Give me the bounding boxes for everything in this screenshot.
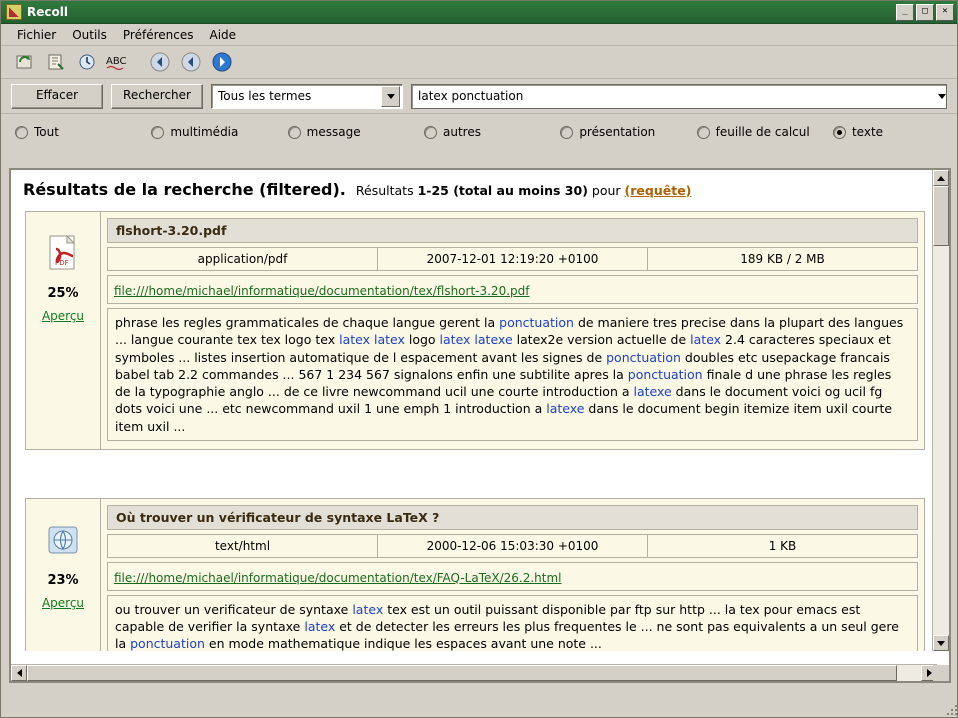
spelling-icon[interactable]	[104, 49, 132, 75]
menu-bar	[1, 24, 957, 46]
radio-texte-icon[interactable]	[833, 126, 846, 139]
result-snippet: ou trouver un verificateur de syntaxe latex tex est un outil puissant disponible par ftp sur http ... la tex pour emacs est capable de verifier la syntaxe latex et de detecter les erreurs les plus frequentes le ... ne sont pas equivalents a un seul gere la ponctuation en mode mathematique indique les espaces avant une note ...	[107, 595, 918, 651]
search-mode-value: Tous les termes	[218, 89, 312, 103]
filter-message[interactable]	[288, 125, 424, 139]
menu-outils[interactable]: Outils	[72, 27, 107, 42]
pdf-icon	[46, 234, 80, 272]
preview-link[interactable]: Aperçu	[41, 309, 85, 323]
result-sidebar	[26, 499, 101, 651]
filter-feuille-de-calcul-label: feuille de calcul	[715, 125, 810, 139]
filter-presentation-label: présentation	[579, 125, 656, 139]
result-url-link[interactable]: file:///home/michael/informatique/documentation/tex/FAQ-LaTeX/26.2.html	[114, 570, 562, 585]
preview-link[interactable]: Aperçu	[41, 595, 85, 610]
filter-autres-label: autres	[442, 125, 481, 139]
title-bar	[1, 1, 957, 24]
filter-texte-label: texte	[851, 125, 884, 139]
filter-multimedia-label: multimédia	[170, 125, 239, 139]
result-date: 2007-12-01 12:19:20 +0100	[378, 248, 648, 270]
history-chevron-down-icon[interactable]	[938, 94, 946, 99]
result-body	[101, 212, 924, 449]
html-icon	[46, 521, 80, 559]
search-button[interactable]: Rechercher	[111, 84, 203, 109]
menu-preferences[interactable]: Préférences	[122, 27, 194, 42]
menu-aide[interactable]: Aide	[209, 27, 237, 42]
result-meta-row	[107, 534, 918, 558]
result-date: 2000-12-06 15:03:30 +0100	[378, 535, 648, 557]
svg-text:ABC: ABC	[106, 56, 127, 67]
horizontal-scroll-thumb[interactable]	[27, 665, 897, 681]
filter-feuille-de-calcul[interactable]	[697, 125, 833, 139]
result-title[interactable]: flshort-3.20.pdf	[107, 218, 918, 243]
index-config-icon[interactable]	[42, 49, 70, 75]
results-title: Résultats de la recherche (filtered).	[23, 180, 346, 199]
filter-autres[interactable]	[424, 125, 560, 139]
result-size: 1 KB	[768, 538, 797, 553]
results-count-prefix: Résultats	[355, 183, 414, 198]
result-snippet: phrase les regles grammaticales de chaque langue gerent la ponctuation de maniere tres precise dans la plupart des langues ... langue courante tex tex logo tex latex latex logo latex latexe latex2e version actuelle de latex 2.4 caracteres speciaux et symboles ... listes insertion automatique de l espacement avant les signes de ponctuation doubles etc usepackage francais babel tab 2.2 commandes ... 567 1 234 567 signalons enfin une subtilite apres la ponctuation finale d une phrase les regles de la typographie anglo ... de ce livre newcommand ucil une courte introduction a latexe dans le document voici og ucil fg dots voici une ... etc newcommand uxil 1 une emph 1 introduction a latexe dans le document begin itemize item uxil courte item uxil ...	[107, 308, 918, 441]
radio-tout-icon[interactable]	[15, 126, 28, 139]
radio-presentation-icon[interactable]	[560, 126, 573, 139]
result-score: 25%	[47, 286, 79, 301]
result-meta-row	[107, 247, 918, 271]
search-input[interactable]	[411, 84, 947, 109]
results-panel	[9, 168, 951, 683]
next-page-icon[interactable]	[208, 49, 236, 75]
menu-fichier[interactable]: Fichier	[17, 27, 57, 42]
filter-multimedia[interactable]	[151, 125, 287, 139]
result-mime: text/html	[108, 535, 378, 557]
scrollbar-corner	[933, 665, 949, 681]
filter-texte[interactable]	[833, 125, 943, 139]
clear-button[interactable]: Effacer	[11, 84, 103, 109]
vertical-scroll-thumb[interactable]	[933, 186, 949, 246]
filter-presentation[interactable]	[560, 125, 696, 139]
filter-tout-label: Tout	[34, 125, 59, 139]
chevron-down-icon[interactable]	[381, 86, 400, 107]
radio-feuille-de-calcul-icon[interactable]	[697, 126, 710, 139]
results-count	[356, 183, 692, 198]
filter-message-label: message	[306, 125, 361, 139]
result-url-row	[107, 562, 918, 591]
scroll-left-button[interactable]	[11, 665, 27, 681]
window-controls	[896, 4, 954, 21]
result-url-row	[107, 275, 918, 304]
previous-page-icon[interactable]	[177, 49, 205, 75]
filter-tout[interactable]	[15, 125, 151, 139]
window-title: Recoll	[27, 5, 68, 19]
result-mime: application/pdf	[108, 248, 378, 270]
minimize-button[interactable]: _	[896, 4, 914, 21]
vertical-scroll-track[interactable]	[933, 186, 949, 635]
result-item[interactable]	[25, 498, 925, 651]
close-button[interactable]: ✕	[936, 4, 954, 21]
results-count-range: 1-25 (total au moins 30)	[417, 183, 588, 198]
sort-icon[interactable]	[73, 49, 101, 75]
radio-autres-icon[interactable]	[424, 126, 437, 139]
radio-message-icon[interactable]	[288, 126, 301, 139]
update-index-icon[interactable]	[11, 49, 39, 75]
result-title[interactable]: Où trouver un vérificateur de syntaxe LaTeX ?	[107, 505, 918, 530]
results-list[interactable]	[11, 170, 937, 651]
search-mode-combo[interactable]	[211, 84, 403, 109]
result-item[interactable]	[25, 211, 925, 450]
result-body	[101, 499, 924, 651]
result-score: 23%	[47, 572, 79, 588]
results-vertical-scrollbar[interactable]	[932, 170, 949, 651]
resize-grip-icon[interactable]	[943, 701, 957, 715]
search-bar	[1, 79, 957, 113]
query-link[interactable]: (requête)	[624, 183, 692, 198]
tool-bar	[1, 46, 957, 79]
category-filter-bar	[1, 113, 957, 150]
result-url-link[interactable]: file:///home/michael/informatique/documentation/tex/flshort-3.20.pdf	[114, 284, 530, 298]
maximize-button[interactable]: □	[916, 4, 934, 21]
app-icon	[6, 4, 22, 20]
search-input-value: latex ponctuation	[418, 89, 524, 103]
result-size: 189 KB / 2 MB	[740, 252, 825, 266]
horizontal-scroll-track[interactable]	[27, 665, 921, 681]
result-sidebar	[26, 212, 101, 449]
results-count-middle: pour	[591, 183, 621, 198]
scroll-up-button[interactable]	[933, 170, 949, 186]
results-horizontal-scrollbar[interactable]	[11, 664, 937, 681]
radio-multimedia-icon[interactable]	[151, 126, 164, 139]
scroll-down-button[interactable]	[933, 635, 949, 651]
results-header	[11, 170, 937, 203]
back-icon[interactable]	[146, 49, 174, 75]
status-bar	[1, 689, 958, 717]
svg-text:PDF: PDF	[55, 259, 69, 267]
